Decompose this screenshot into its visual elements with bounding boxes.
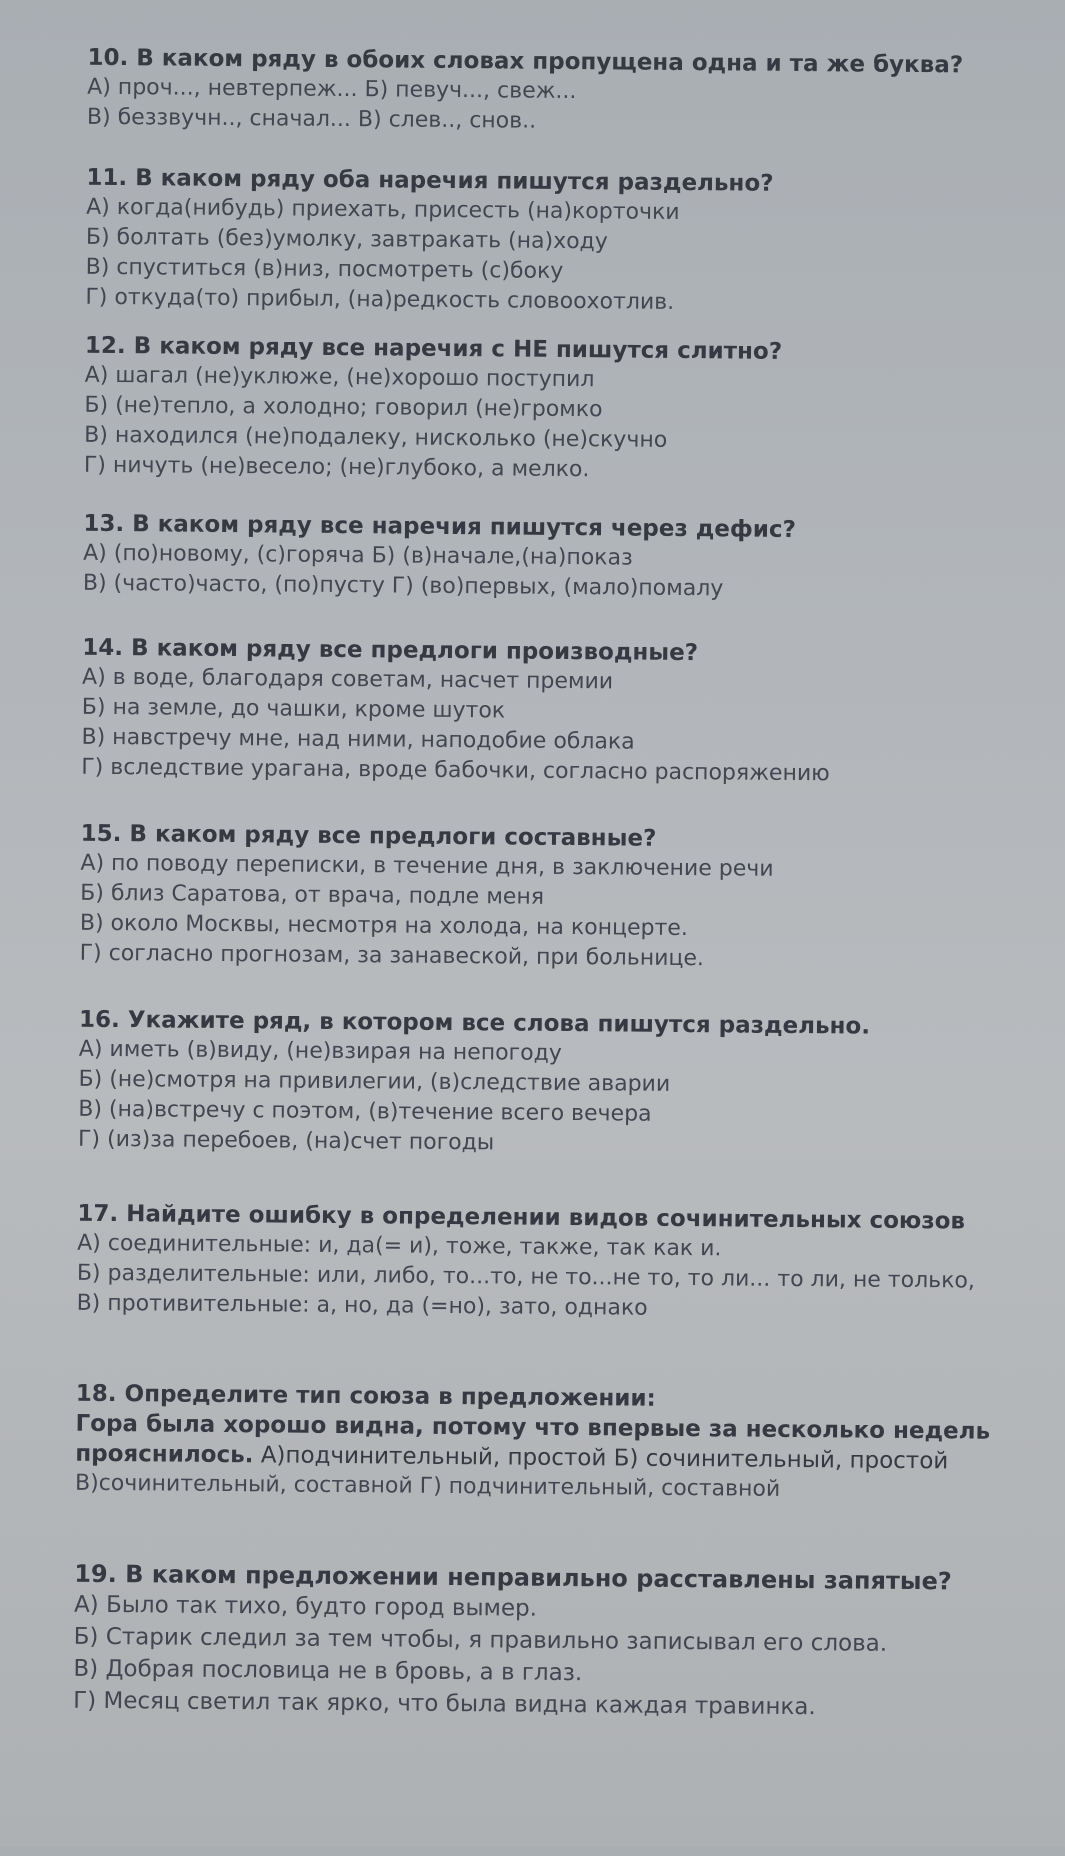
question-17: [76, 1199, 1052, 1328]
answer-option: А) когда(нибудь) приехать, присесть (на)корточки: [86, 194, 680, 225]
question-sentence: Гора была хорошо видна, потому что впервые за несколько недель: [75, 1410, 991, 1445]
answer-option: В)сочинительный, составной Г) подчинительный, составной: [74, 1470, 781, 1502]
answer-option: В) (часто)часто, (по)пусту Г) (во)первых, (мало)помалу: [82, 570, 724, 602]
answer-option: А) шагал (не)уклюже, (не)хорошо поступил: [84, 362, 595, 393]
sentence-last-word: прояснилось.: [75, 1440, 254, 1469]
question-title: 12. В каком ряду все наречия с НЕ пишутся слитно?: [84, 332, 783, 365]
answer-option: В) около Москвы, несмотря на холода, на концерте.: [79, 910, 689, 942]
question-10: [87, 43, 1063, 142]
answer-option: А) (по)новому, (с)горяча Б) (в)начале,(на)показ: [83, 540, 633, 571]
question-19: [73, 1559, 1049, 1726]
answer-option: Г) вследствие урагана, вроде бабочки, согласно распоряжению: [81, 754, 830, 787]
answer-option: А) проч..., невтерпеж... Б) певуч..., свеж...: [87, 74, 577, 105]
answer-option: В) находился (не)подалеку, нисколько (не)скучно: [84, 422, 668, 453]
answer-option: В) навстречу мне, над ними, наподобие облака: [81, 724, 635, 755]
answer-option: Б) близ Саратова, от врача, подле меня: [80, 880, 545, 910]
answer-option: Г) ничуть (не)весело; (не)глубоко, а мелко.: [83, 452, 590, 483]
question-title: 10. В каком ряду в обоих словах пропущена одна и та же буква?: [87, 44, 964, 79]
question-18: [75, 1379, 1051, 1508]
answer-option: А) Было так тихо, будто город вымер.: [73, 1591, 538, 1622]
answer-option: Б) разделительные: или, либо, то...то, не то...не то, то ли... то ли, не только,: [76, 1260, 976, 1294]
answer-option: Б) Старик следил за тем чтобы, я правильно записывал его слова.: [73, 1623, 888, 1657]
question-13: [83, 509, 1059, 608]
question-14: [81, 633, 1057, 792]
question-title: 13. В каком ряду все наречия пишутся через дефис?: [83, 510, 797, 543]
question-12: [84, 331, 1060, 490]
answer-option: А) в воде, благодаря советам, насчет премии: [81, 664, 614, 695]
question-title: 11. В каком ряду оба наречия пишутся раздельно?: [86, 164, 774, 197]
answer-option: Г) согласно прогнозам, за занавеской, при больнице.: [79, 940, 705, 972]
question-title: 14. В каком ряду все предлоги производные?: [82, 634, 699, 667]
answer-option: В) Добрая пословица не в бровь, а в глаз.: [73, 1655, 583, 1687]
answer-option: В) спуститься (в)низ, посмотреть (с)боку: [85, 254, 564, 284]
answer-option: Б) болтать (без)умолку, завтракать (на)ходу: [85, 224, 608, 255]
answer-option: В) (на)встречу с поэтом, (в)течение всего вечера: [78, 1096, 652, 1127]
question-16: [78, 1005, 1054, 1164]
answer-option: В) беззвучн.., сначал... В) слев.., снов..: [86, 104, 537, 134]
answer-option: А) иметь (в)виду, (не)взирая на непогоду: [78, 1036, 562, 1066]
question-title: 16. Укажите ряд, в котором все слова пишутся раздельно.: [78, 1006, 871, 1040]
question-15: [80, 819, 1056, 978]
question-title: 18. Определите тип союза в предложении:: [75, 1380, 656, 1412]
answer-option: Г) (из)за перебоев, (на)счет погоды: [77, 1126, 495, 1156]
answer-option: Г) Месяц светил так ярко, что была видна каждая травинка.: [73, 1687, 816, 1721]
answer-option: Б) (не)смотря на привилегии, (в)следствие аварии: [78, 1066, 671, 1097]
answer-option: В) противительные: а, но, да (=но), зато, однако: [76, 1290, 648, 1321]
answer-option: А) соединительные: и, да(= и), тоже, также, так как и.: [77, 1230, 722, 1262]
question-title: 17. Найдите ошибку в определении видов сочинительных союзов: [77, 1200, 966, 1235]
answer-option: Г) откуда(то) прибыл, (на)редкость словоохотлив.: [85, 284, 675, 315]
answer-option: А) по поводу переписки, в течение дня, в заключение речи: [80, 850, 774, 882]
question-11: [85, 163, 1061, 322]
question-title: 19. В каком предложении неправильно расставлены запятые?: [74, 1559, 952, 1596]
question-title: 15. В каком ряду все предлоги составные?: [80, 820, 657, 852]
answer-options-inline: А)подчинительный, простой Б) сочинительный, простой: [253, 1442, 949, 1475]
answer-option: Б) на земле, до чашки, кроме шуток: [81, 694, 506, 724]
answer-option: Б) (не)тепло, а холодно; говорил (не)громко: [84, 392, 603, 423]
